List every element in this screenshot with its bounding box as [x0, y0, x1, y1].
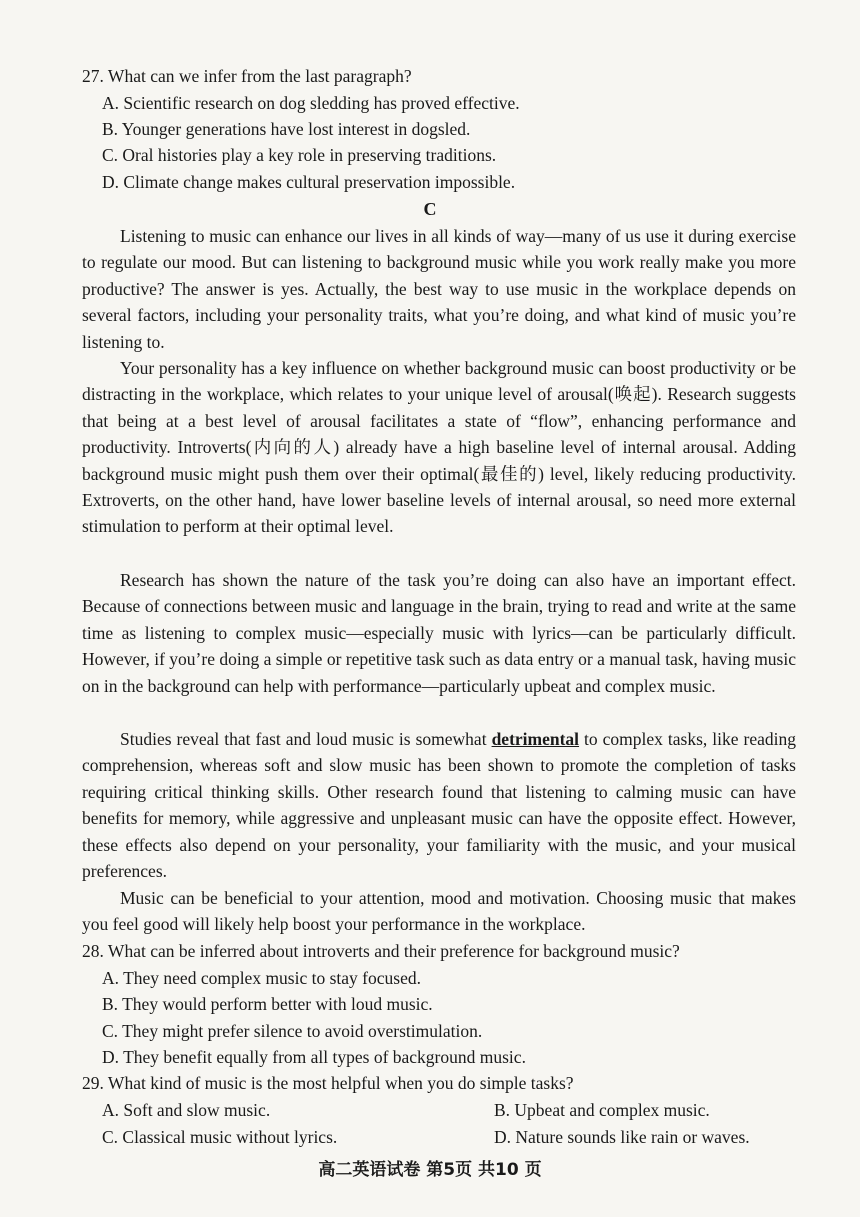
question-27-option-b: B. Younger generations have lost interest in dogsled.: [102, 119, 471, 139]
question-27-option-a: A. Scientific research on dog sledding has proved effective.: [102, 93, 520, 113]
question-29-option-c: C. Classical music without lyrics.: [102, 1127, 338, 1147]
question-29-stem: 29. What kind of music is the most helpful when you do simple tasks?: [82, 1073, 574, 1093]
passage-paragraph-4: [82, 726, 796, 884]
question-29-option-b: B. Upbeat and complex music.: [494, 1100, 710, 1120]
paragraph-4-text-before: Studies reveal that fast and loud music is somewhat: [120, 729, 492, 749]
paragraph-4-text-after: to complex tasks, like reading comprehension, whereas soft and slow music has been shown to promote the completion of tasks requiring critical thinking skills. Other research found that listening to calming music can have benefits for memory, while aggressive and unpleasant music can have the opposite effect. However, these effects also depend on your personality, your familiarity with the music, and your musical preferences.: [82, 729, 796, 882]
passage-paragraph-2: Your personality has a key influence on whether background music can boost productivity or be distracting in the workplace, which relates to your unique level of arousal(唤起). Research suggests that being at a best level of arousal facilitates a state of “flow”, enhancing performance and productivity. Introverts(内向的人) already have a high baseline level of internal arousal. Adding background music might push them over their optimal(最佳的) level, likely reducing productivity. Extroverts, on the other hand, have lower baseline levels of internal arousal, so need more external stimulation to perform at their optimal level.: [82, 358, 796, 537]
question-28-stem: 28. What can be inferred about introverts and their preference for background music?: [82, 941, 680, 961]
key-word-detrimental: detrimental: [491, 729, 580, 749]
passage-paragraph-5: Music can be beneficial to your attention, mood and motivation. Choosing music that makes you feel good will likely help boost your performance in the workplace.: [82, 888, 796, 935]
question-28-option-b: B. They would perform better with loud music.: [102, 994, 433, 1014]
section-label: C: [423, 199, 437, 219]
page-footer: 高二英语试卷 第5页 共10 页: [318, 1160, 542, 1180]
question-27-option-d: D. Climate change makes cultural preservation impossible.: [102, 172, 516, 192]
question-29-option-a: A. Soft and slow music.: [102, 1100, 271, 1120]
passage-paragraph-1: Listening to music can enhance our lives in all kinds of way—many of us use it during exercise to regulate our mood. But can listening to background music while you work really make you more productive? The answer is yes. Actually, the best way to use music in the workplace depends on several factors, including your personality traits, what you’re doing, and what kind of music you’re listening to.: [82, 226, 796, 352]
question-28-option-c: C. They might prefer silence to avoid overstimulation.: [102, 1021, 483, 1041]
question-28-option-d: D. They benefit equally from all types of background music.: [102, 1047, 526, 1067]
question-29-option-d: D. Nature sounds like rain or waves.: [494, 1127, 750, 1147]
passage-paragraph-3: Research has shown the nature of the task you’re doing can also have an important effect. Because of connections between music and language in the brain, trying to read and write at the same time as listening to complex music—especially music with lyrics—can be particularly difficult. However, if you’re doing a simple or repetitive task such as data entry or a manual task, having music on in the background can help with performance—particularly upbeat and complex music.: [82, 570, 796, 696]
question-27-stem: 27. What can we infer from the last paragraph?: [82, 66, 412, 86]
question-27-option-c: C. Oral histories play a key role in preserving traditions.: [102, 145, 497, 165]
question-28-option-a: A. They need complex music to stay focused.: [102, 968, 421, 988]
